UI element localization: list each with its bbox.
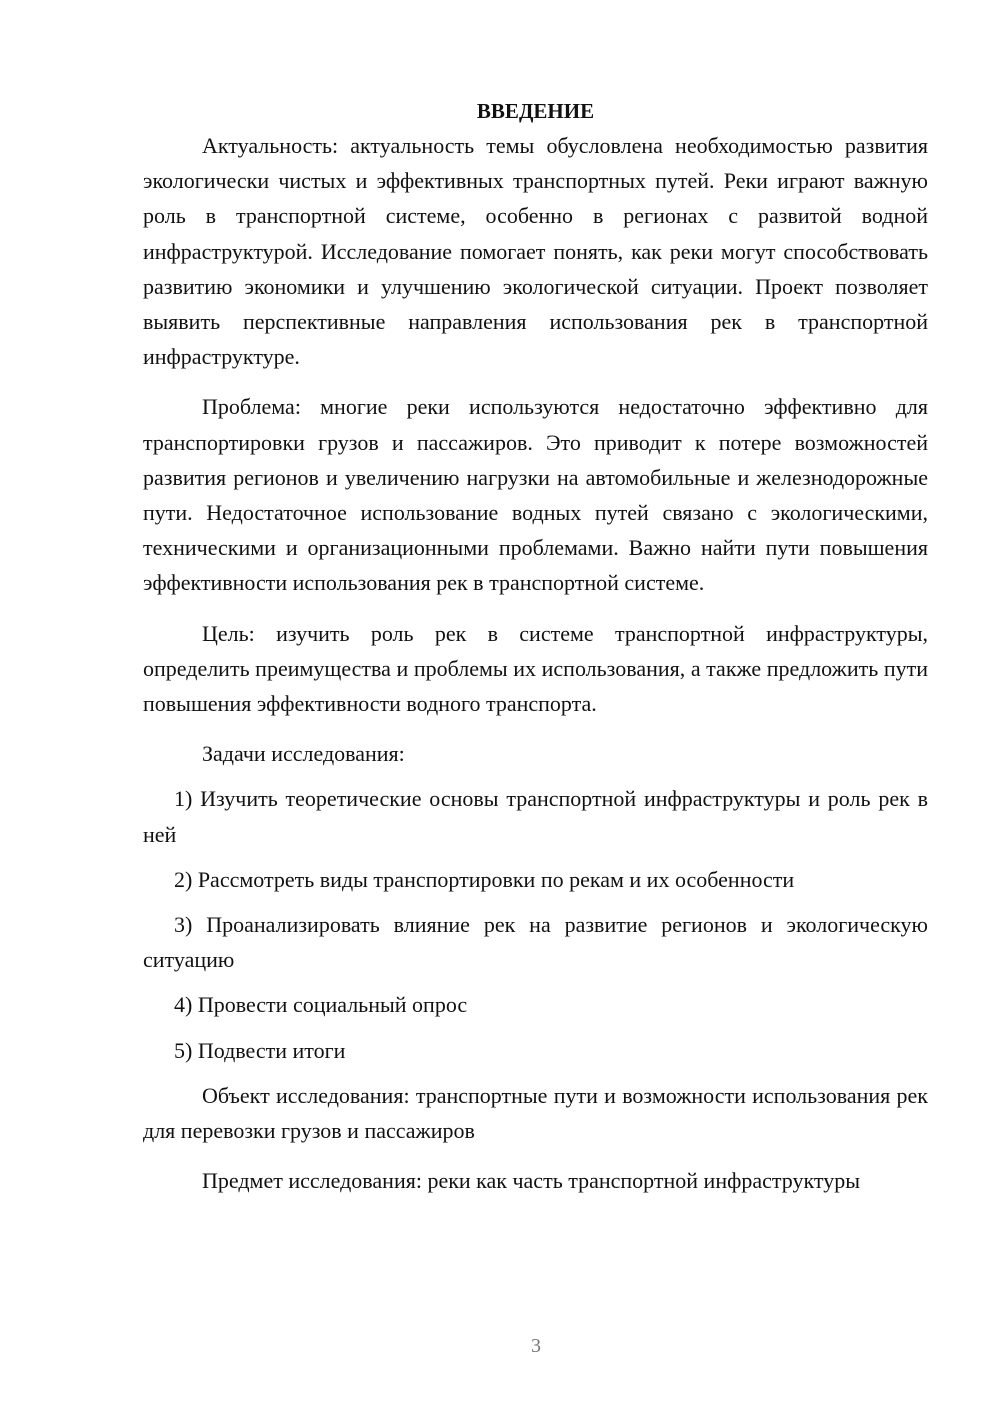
task-item-4: 4) Провести социальный опрос (174, 992, 468, 1018)
problem-paragraph: Проблема: многие реки используются недостаточно эффективно для транспортировки грузов и пассажиров. Это приводит к потере возможностей развития регионов и увеличению нагрузки на автомобильные и железнодорожные пути. Недостаточное использование водных путей связано с экологическими, техническими и организационными проблемами. Важно найти пути повышения эффективности использования рек в транспортной системе. (143, 394, 928, 596)
actuality-paragraph: Актуальность: актуальность темы обусловлена необходимостью развития экологически чистых и эффективных транспортных путей. Реки играют важную роль в транспортной системе, особенно в регионах с развитой водной инфраструктурой. Исследование помогает понять, как реки могут способствовать развитию экономики и улучшению экологической ситуации. Проект позволяет выявить перспективные направления использования рек в транспортной инфраструктуре. (143, 133, 928, 370)
page-number: 3 (531, 1335, 541, 1357)
object-paragraph: Объект исследования: транспортные пути и возможности использования рек для перевозки грузов и пассажиров (143, 1082, 928, 1144)
task-item-5: 5) Подвести итоги (174, 1037, 346, 1063)
page-content (143, 94, 928, 1198)
task-item-1: 1) Изучить теоретические основы транспортной инфраструктуры и роль рек в ней (143, 786, 928, 847)
tasks-title: Задачи исследования: (202, 741, 405, 767)
task-item-3: 3) Проанализировать влияние рек на развитие регионов и экологическую ситуацию (143, 912, 928, 973)
subject-paragraph: Предмет исследования: реки как часть транспортной инфраструктуры (202, 1168, 860, 1194)
goal-paragraph: Цель: изучить роль рек в системе транспортной инфраструктуры, определить преимущества и проблемы их использования, а также предложить пути повышения эффективности водного транспорта. (143, 620, 928, 717)
section-heading: ВВЕДЕНИЕ (476, 99, 595, 123)
task-item-2: 2) Рассмотреть виды транспортировки по рекам и их особенности (174, 866, 795, 892)
